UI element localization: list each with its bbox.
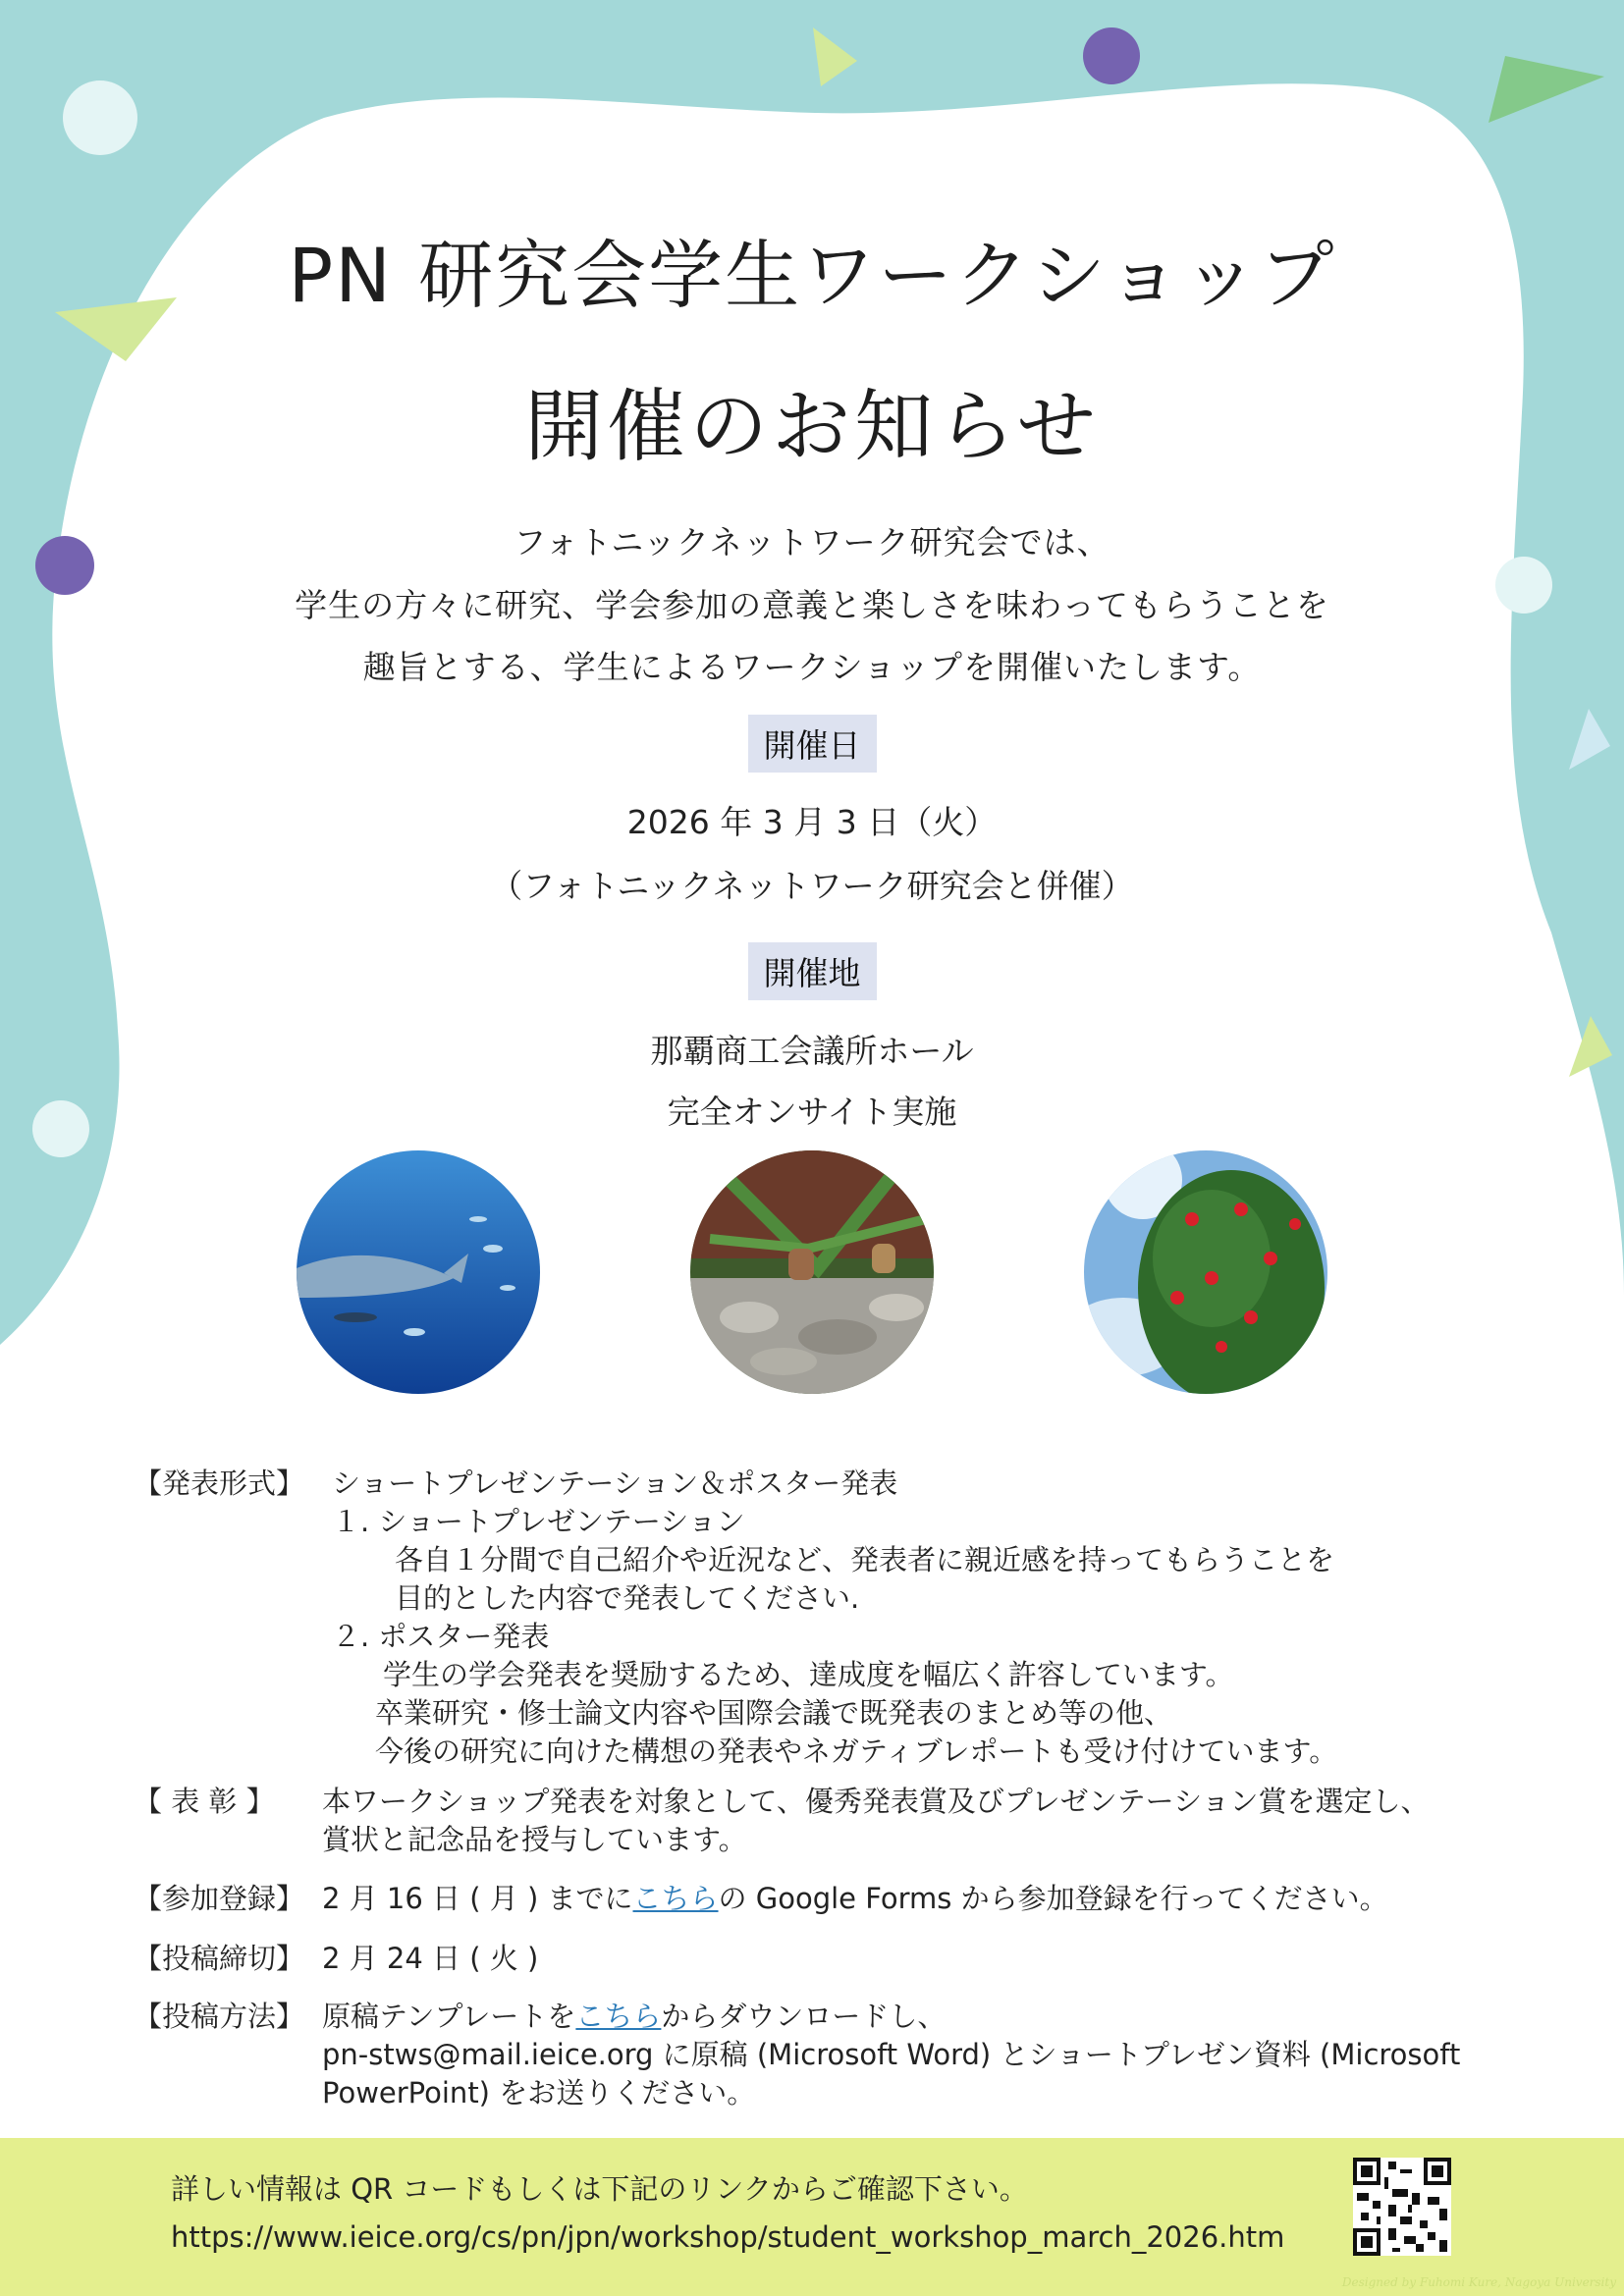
submission-line1 [322,1998,946,2035]
date-section-tag-wrap [0,715,1624,773]
intro-line: 学生の方々に研究、学会参加の意義と楽しさを味わってもらうことを [295,586,1329,624]
registration-before: 2 月 16 日 ( 月 ) までに [322,1882,633,1915]
dot-purple-top [1083,27,1140,84]
award-line: 本ワークショップ発表を対象として、優秀発表賞及びプレゼンテーション賞を選定し、 [322,1785,1430,1818]
format-label: 【発表形式】 [134,1467,305,1500]
footer-info-text: 詳しい情報は QR コードもしくは下記のリンクからご確認下さい。 [171,2172,1028,2206]
page-title-line2: 開催のお知らせ [524,381,1100,472]
footer-url[interactable]: https://www.ieice.org/cs/pn/jpn/workshop/student_workshop_march_2026.htm [171,2220,1285,2254]
event-date-note: （フォトニックネットワーク研究会と併催） [490,867,1134,905]
registration-text [322,1880,1388,1917]
deadline-value: 2 月 24 日 ( 火 ) [322,1942,539,1975]
shisa-garden-photo [690,1150,934,1394]
format-item1-line: 目的とした内容で発表してください. [395,1581,860,1615]
submission-label: 【投稿方法】 [134,2000,305,2033]
event-venue: 那覇商工会議所ホール [650,1032,974,1070]
footer-bar [0,2138,1624,2296]
qr-code-icon[interactable] [1353,2158,1451,2256]
registration-after: の Google Forms から参加登録を行ってください。 [718,1882,1388,1915]
intro-line: 趣旨とする、学生によるワークショップを開催いたします。 [362,648,1262,686]
format-value: ショートプレゼンテーション＆ポスター発表 [332,1467,898,1500]
submission-template-link[interactable]: こちら [575,2000,662,2033]
event-venue-note: 完全オンサイト実施 [667,1093,957,1131]
event-date: 2026 年 3 月 3 日（火） [626,803,998,841]
submission-before: 原稿テンプレートを [322,2000,576,2033]
format-item1-title: １. ショートプレゼンテーション [332,1505,745,1538]
hibiscus-photo [1084,1150,1327,1394]
date-tag: 開催日 [748,715,877,773]
intro-line: フォトニックネットワーク研究会では、 [514,523,1110,561]
submission-line2: pn-stws@mail.ieice.org に原稿 (Microsoft Word) とショートプレゼン資料 (Microsoft [322,2038,1461,2071]
format-item2-line: 学生の学会発表を奨励するため、達成度を幅広く許容しています。 [383,1658,1234,1691]
aquarium-photo [297,1150,540,1394]
registration-link[interactable]: こちら [632,1882,719,1915]
registration-label: 【参加登録】 [134,1882,305,1915]
venue-section-tag-wrap [0,942,1624,1000]
format-item2-line: 今後の研究に向けた構想の発表やネガティブレポートも受け付けています。 [375,1735,1338,1768]
submission-after: からダウンロードし、 [661,2000,947,2033]
format-item2-line: 卒業研究・修士論文内容や国際会議で既発表のまとめ等の他、 [375,1696,1173,1730]
award-label: 【 表 彰 】 [134,1785,275,1818]
venue-tag: 開催地 [748,942,877,1000]
dot-white-top-left [63,80,137,155]
deadline-label: 【投稿締切】 [134,1942,305,1975]
format-item1-line: 各自１分間で自己紹介や近況など、発表者に親近感を持ってもらうことを [395,1543,1335,1576]
page-title-line1: PN 研究会学生ワークショップ [288,232,1336,319]
award-line: 賞状と記念品を授与しています。 [322,1823,747,1856]
designer-credit: Designed by Fuhomi Kure, Nagoya University [1341,2275,1616,2289]
submission-line3: PowerPoint) をお送りください。 [322,2076,756,2109]
format-item2-title: ２. ポスター発表 [332,1620,550,1653]
